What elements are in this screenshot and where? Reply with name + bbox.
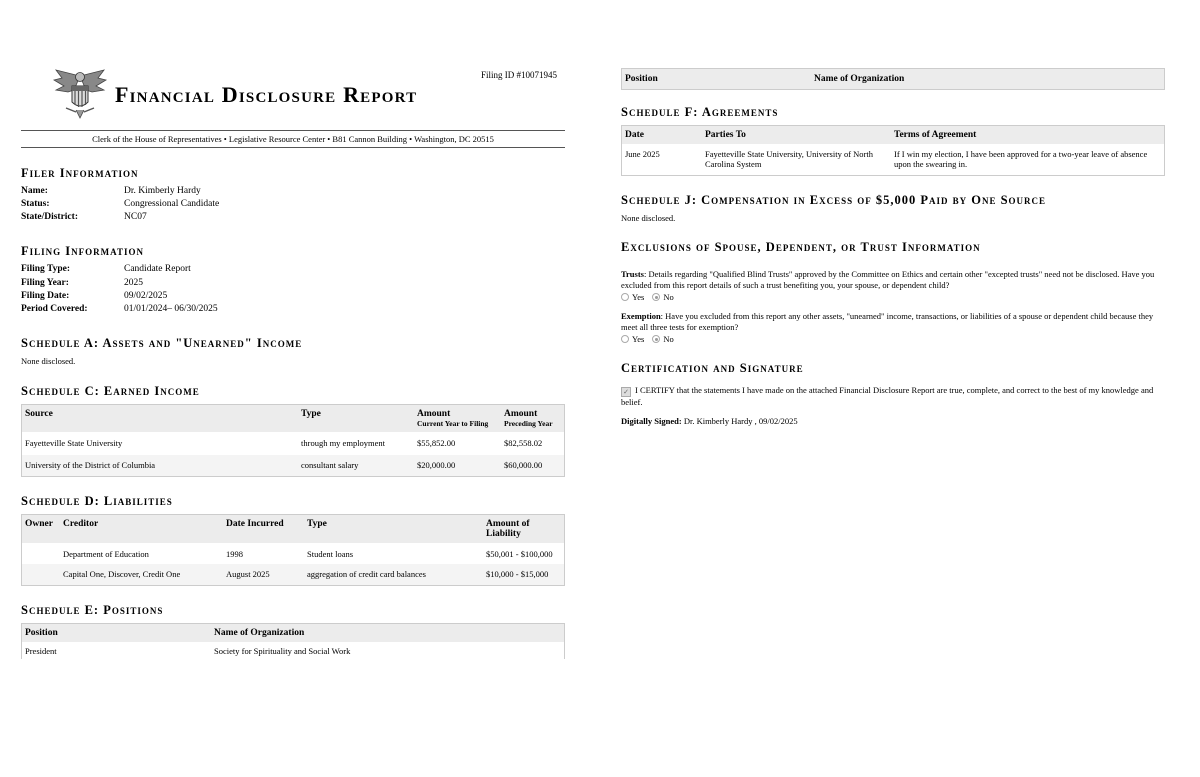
positions-table: [21, 623, 565, 659]
filing-year-value: 2025: [124, 277, 143, 288]
clerk-address-line: Clerk of the House of Representatives • Legislative Resource Center • B81 Cannon Building • Washington, DC 20515: [21, 130, 565, 148]
col-header-owner: Owner: [22, 514, 61, 543]
col-header-position: Position: [22, 623, 212, 642]
filer-name-value: Dr. Kimberly Hardy: [124, 186, 201, 196]
table-row: Capital One, Discover, Credit One August 2025 aggregation of credit card balances $10,000 - $15,000: [22, 564, 565, 586]
trusts-no-radio[interactable]: No: [652, 292, 673, 302]
certify-checkbox[interactable]: ✓: [621, 387, 631, 397]
table-row: President Society for Spirituality and Social Work: [25, 645, 351, 656]
table-row: Fayetteville State University through my employment $55,852.00 $82,558.02: [25, 437, 543, 448]
filer-information-section: [21, 166, 565, 222]
filing-id: Filing ID #10071945: [480, 70, 557, 80]
schedule-d-heading: Schedule D: Liabilities: [21, 493, 173, 508]
liabilities-table: [21, 514, 565, 586]
col-header-source: Source: [22, 404, 299, 432]
schedule-e-heading: Schedule E: Positions: [21, 602, 164, 617]
schedule-j-section: [621, 193, 1165, 223]
certification-statement: ✓ I CERTIFY that the statements I have made on the attached Financial Disclosure Report are true, complete, and correct to the best of my knowledge and belief.: [621, 385, 1154, 407]
radio-selected-icon: [652, 335, 660, 343]
agreements-table: [621, 125, 1165, 176]
exemption-yes-radio[interactable]: Yes: [621, 334, 644, 344]
filing-year-label: Filing Year:: [21, 277, 69, 288]
col-header-date: Date: [622, 126, 703, 145]
filing-date-value: 09/02/2025: [124, 290, 168, 301]
earned-income-table: [21, 404, 565, 477]
col-header-parties: Parties To: [702, 126, 891, 145]
filing-date-label: Filing Date:: [21, 290, 70, 301]
filing-type-label: Filing Type:: [21, 264, 71, 275]
schedule-c-heading: Schedule C: Earned Income: [21, 383, 200, 398]
schedule-j-heading: Schedule J: Compensation in Excess of $5,000 Paid by One Source: [621, 193, 1047, 207]
col-header-type: Type: [298, 404, 414, 432]
report-title: Financial Disclosure Report: [115, 82, 418, 107]
radio-circle-icon: [621, 335, 629, 343]
period-covered-value: 01/01/2024– 06/30/2025: [124, 303, 218, 314]
radio-circle-icon: [621, 293, 629, 301]
filer-information-heading: Filer Information: [21, 166, 139, 180]
schedule-e-section: [21, 603, 565, 659]
col-header-creditor: Creditor: [60, 514, 223, 543]
filer-district-value: NC07: [124, 212, 147, 223]
col-header-position: Position: [622, 69, 812, 90]
filing-information-heading: Filing Information: [21, 244, 144, 259]
certification-heading: Certification and Signature: [621, 361, 804, 375]
period-covered-label: Period Covered:: [21, 303, 88, 314]
certification-section: [621, 361, 1165, 426]
col-header-date-incurred: Date Incurred: [223, 514, 304, 543]
trusts-radio-group: [621, 292, 1165, 302]
digital-signature: Digitally Signed: Dr. Kimberly Hardy , 09/02/2025: [621, 415, 798, 426]
schedule-a-heading: Schedule A: Assets and "Unearned" Income: [21, 335, 303, 350]
report-page-1: [21, 68, 565, 708]
col-header-terms: Terms of Agreement: [891, 126, 1165, 145]
exclusions-section: [621, 240, 1165, 344]
house-seal-eagle-icon: [52, 68, 108, 120]
filing-information-section: [21, 244, 565, 314]
schedule-c-section: [21, 384, 565, 477]
filing-type-value: Candidate Report: [124, 264, 191, 275]
report-header: [21, 68, 565, 128]
filer-district-label: State/District:: [21, 212, 78, 223]
schedule-f-section: [621, 105, 1165, 176]
table-row: University of the District of Columbia consultant salary $20,000.00 $60,000.00: [22, 455, 565, 477]
col-header-amount-of-liability: Amount of Liability: [483, 514, 565, 543]
schedule-j-none-text: None disclosed.: [621, 213, 676, 223]
filer-status-label: Status:: [21, 199, 50, 210]
col-header-amount-current: Amount Current Year to Filing: [414, 404, 501, 432]
col-header-organization: Name of Organization: [811, 69, 1165, 90]
trusts-question: Trusts: Details regarding "Qualified Blind Trusts" approved by the Committee on Ethics and certain other "excepted trusts" need not be disclosed. Have you excluded from this report details of such a trust benefiting you, your spouse, or dependent child?: [621, 269, 1155, 290]
radio-selected-icon: [652, 293, 660, 301]
trusts-yes-radio[interactable]: Yes: [621, 292, 644, 302]
filer-name-label: Name:: [21, 186, 48, 196]
schedule-d-section: [21, 494, 565, 586]
filer-status-value: Congressional Candidate: [124, 199, 220, 210]
col-header-organization: Name of Organization: [211, 623, 565, 642]
table-row: Department of Education 1998 Student loans $50,001 - $100,000: [63, 548, 553, 559]
schedule-a-section: [21, 336, 565, 366]
exemption-radio-group: [621, 334, 1165, 344]
exclusions-heading: Exclusions of Spouse, Dependent, or Trust Information: [621, 240, 981, 254]
col-header-amount-preceding: Amount Preceding Year: [501, 404, 565, 432]
col-header-liability-type: Type: [304, 514, 483, 543]
positions-table-continued: [621, 68, 1165, 90]
table-row: June 2025 Fayetteville State University, University of North Carolina System If I win my election, I have been approved for a two-year leave of absence upon the swearing in.: [625, 149, 1148, 169]
exemption-question: Exemption: Have you excluded from this report any other assets, "unearned" income, transactions, or liabilities of a spouse or dependent child because they meet all three tests for exemption?: [621, 311, 1154, 332]
schedule-f-heading: Schedule F: Agreements: [621, 105, 779, 119]
exemption-no-radio[interactable]: No: [652, 334, 673, 344]
schedule-a-none-text: None disclosed.: [21, 355, 76, 366]
report-page-2: [621, 68, 1165, 426]
